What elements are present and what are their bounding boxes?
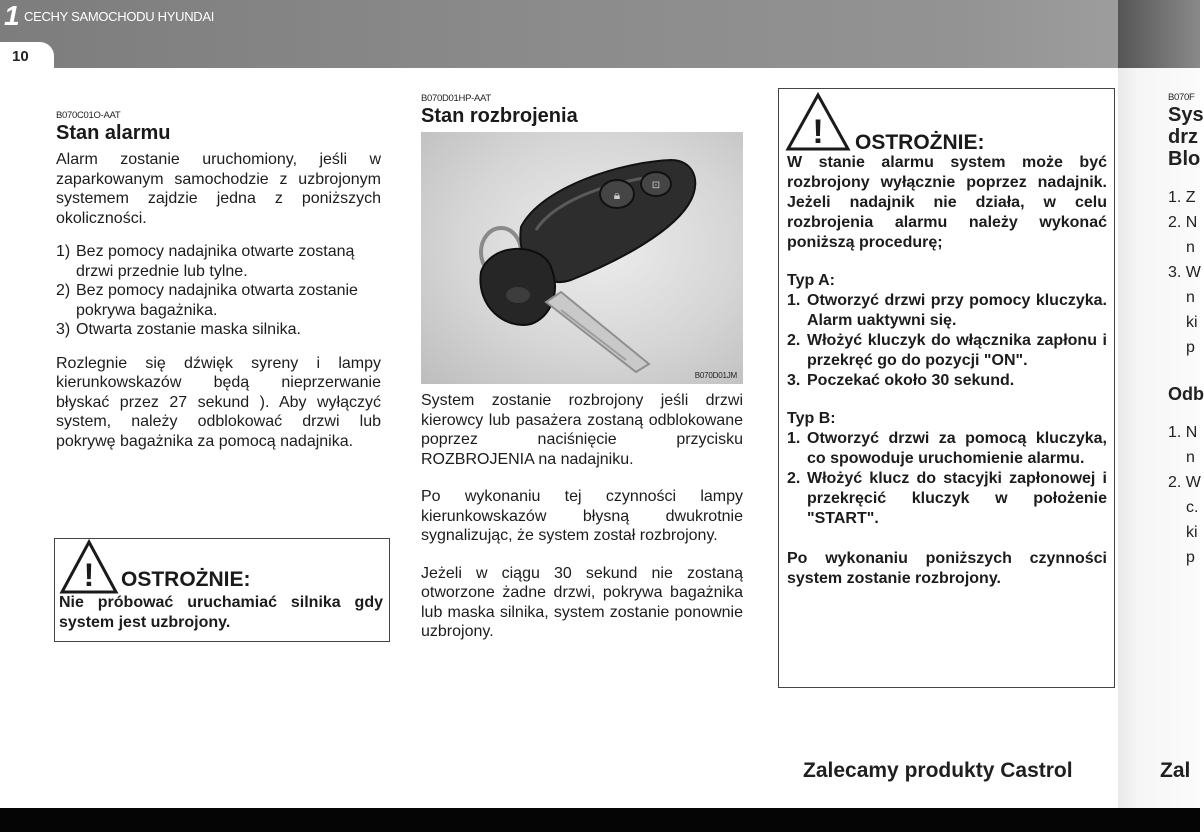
- paragraph-1: System zostanie rozbrojony jeśli drzwi kierowcy lub pasażera zostaną odblokowane poprzez naciśnięcie przycisku ROZBROJENIA na nadajniku.: [421, 392, 743, 468]
- warning-content: [787, 153, 1107, 589]
- list-text: Bez pomocy nadajnika otwarte zostaną drzwi przednie lub tylne.: [76, 243, 355, 280]
- step-text: Otworzyć drzwi przy pomocy kluczyka. Alarm uaktywni się.: [807, 292, 1107, 329]
- next-page-list-line: 2. N: [1168, 214, 1198, 231]
- footer-promo-cut: Zal: [1160, 759, 1191, 782]
- next-page-list-line: n: [1186, 289, 1195, 306]
- warning-box-disarm: [778, 88, 1115, 688]
- list-item: [56, 320, 381, 340]
- next-page-list-line: 2. W: [1168, 474, 1201, 491]
- next-page-subtitle: Odb: [1168, 384, 1204, 404]
- warning-header: [59, 539, 251, 595]
- next-page-list-line: 3. W: [1168, 264, 1201, 281]
- conditions-list: [56, 242, 381, 340]
- middle-text: [421, 391, 743, 642]
- list-text: Otwarta zostanie maska silnika.: [76, 321, 301, 338]
- footer-promo: Zalecamy produkty Castrol: [803, 759, 1073, 782]
- chapter-number: 1: [4, 0, 20, 31]
- step-number: 3.: [787, 372, 801, 389]
- section-code: B070D01HP-AAT: [421, 93, 491, 104]
- next-page-list-line: 1. N: [1168, 424, 1198, 441]
- list-number: 3): [56, 321, 71, 338]
- warning-title: OSTROŻNIE:: [121, 568, 251, 591]
- step-text: Włożyć kluczyk do włącznika zapłonu i przekręć go do pozycji "ON".: [807, 332, 1107, 369]
- next-page-title-line: drz: [1168, 126, 1198, 148]
- next-page-column: [1168, 92, 1204, 567]
- warning-title: OSTROŻNIE:: [855, 131, 985, 154]
- next-page-list-line: ki: [1186, 524, 1198, 541]
- left-column: [56, 110, 381, 451]
- list-number: 1): [56, 243, 71, 260]
- bottom-bar: [0, 808, 1200, 832]
- remote-key-image: [421, 132, 743, 384]
- warning-header: [785, 89, 985, 155]
- next-page-list-line: n: [1186, 239, 1195, 256]
- chapter-title: CECHY SAMOCHODU HYUNDAI: [24, 9, 215, 24]
- section-code: B070C01O-AAT: [56, 110, 121, 121]
- step-text: Otworzyć drzwi za pomocą kluczyka, co spowoduje uruchomienie alarmu.: [807, 430, 1107, 467]
- type-a-step: [787, 331, 1107, 371]
- list-item: [56, 242, 381, 281]
- page-number: 10: [12, 48, 29, 65]
- step-text: Włożyć klucz do stacyjki zapłonowej i przekręcić kluczyk w położenie "START".: [807, 470, 1107, 527]
- step-number: 2.: [787, 332, 801, 349]
- svg-text:⊡: ⊡: [651, 180, 661, 191]
- next-page-code: B070F: [1168, 92, 1195, 103]
- next-page-header-bar: [1118, 0, 1200, 68]
- svg-text:!: !: [812, 113, 824, 151]
- type-a-step: [787, 291, 1107, 331]
- step-number: 2.: [787, 470, 801, 487]
- image-code: B070D01JM: [694, 371, 737, 380]
- intro-paragraph: Alarm zostanie uruchomiony, jeśli w zaparkowanym samochodzie z uzbrojonym systemem zajdzie jedna z poniższych okoliczności.: [56, 151, 381, 227]
- svg-text:!: !: [83, 557, 95, 593]
- step-text: Poczekać około 30 sekund.: [807, 372, 1015, 389]
- warning-box: [54, 538, 390, 642]
- warning-outro: Po wykonaniu poniższych czynności system zostanie rozbrojony.: [787, 550, 1107, 587]
- svg-text:🔒︎: 🔒︎: [613, 188, 621, 202]
- next-page-list-line: 1. Z: [1168, 189, 1196, 206]
- type-b-label: Typ B:: [787, 410, 836, 427]
- body-paragraph: Rozlegnie się dźwięk syreny i lampy kierunkowskazów będą nieprzerwanie błyskać przez 27 sekund ). Aby wyłączyć system, należy odblokować drzwi lub pokrywę bagażnika za pomocą nadajnika.: [56, 354, 381, 450]
- next-page-list-line: c.: [1186, 499, 1199, 516]
- section-title: Stan alarmu: [56, 122, 171, 144]
- next-page-list-line: n: [1186, 449, 1195, 466]
- type-a-step: [787, 371, 1107, 391]
- warning-triangle-icon: [59, 539, 119, 595]
- type-b-step: [787, 429, 1107, 469]
- step-number: 1.: [787, 292, 801, 309]
- paragraph-3: Jeżeli w ciągu 30 sekund nie zostaną otworzone żadne drzwi, pokrywa bagażnika lub maska silnika, system zostanie ponownie uzbrojony.: [421, 564, 743, 640]
- list-item: [56, 281, 381, 320]
- warning-triangle-icon: [785, 92, 851, 152]
- middle-column: [421, 93, 743, 133]
- key-fob-photo: [421, 132, 743, 384]
- step-number: 1.: [787, 430, 801, 447]
- warning-intro: W stanie alarmu system może być rozbrojony wyłącznie poprzez nadajnik. Jeżeli nadajnik nie działa, w celu rozbrojenia alarmu należy wykonać poniższą procedurę;: [787, 154, 1107, 251]
- warning-text: Nie próbować uruchamiać silnika gdy system jest uzbrojony.: [59, 594, 383, 631]
- type-b-step: [787, 469, 1107, 529]
- next-page-title-line: Sys: [1168, 104, 1204, 126]
- section-title: Stan rozbrojenia: [421, 105, 578, 127]
- next-page-title-line: Blo: [1168, 148, 1201, 170]
- next-page-list-line: p: [1186, 339, 1195, 356]
- next-page-list-line: p: [1186, 549, 1195, 566]
- next-page-list-line: ki: [1186, 314, 1198, 331]
- list-text: Bez pomocy nadajnika otwarta zostanie pokrywa bagażnika.: [76, 282, 358, 319]
- type-a-label: Typ A:: [787, 272, 835, 289]
- paragraph-2: Po wykonaniu tej czynności lampy kierunkowskazów błysną dwukrotnie sygnalizując, że system został rozbrojony.: [421, 488, 743, 544]
- list-number: 2): [56, 282, 71, 299]
